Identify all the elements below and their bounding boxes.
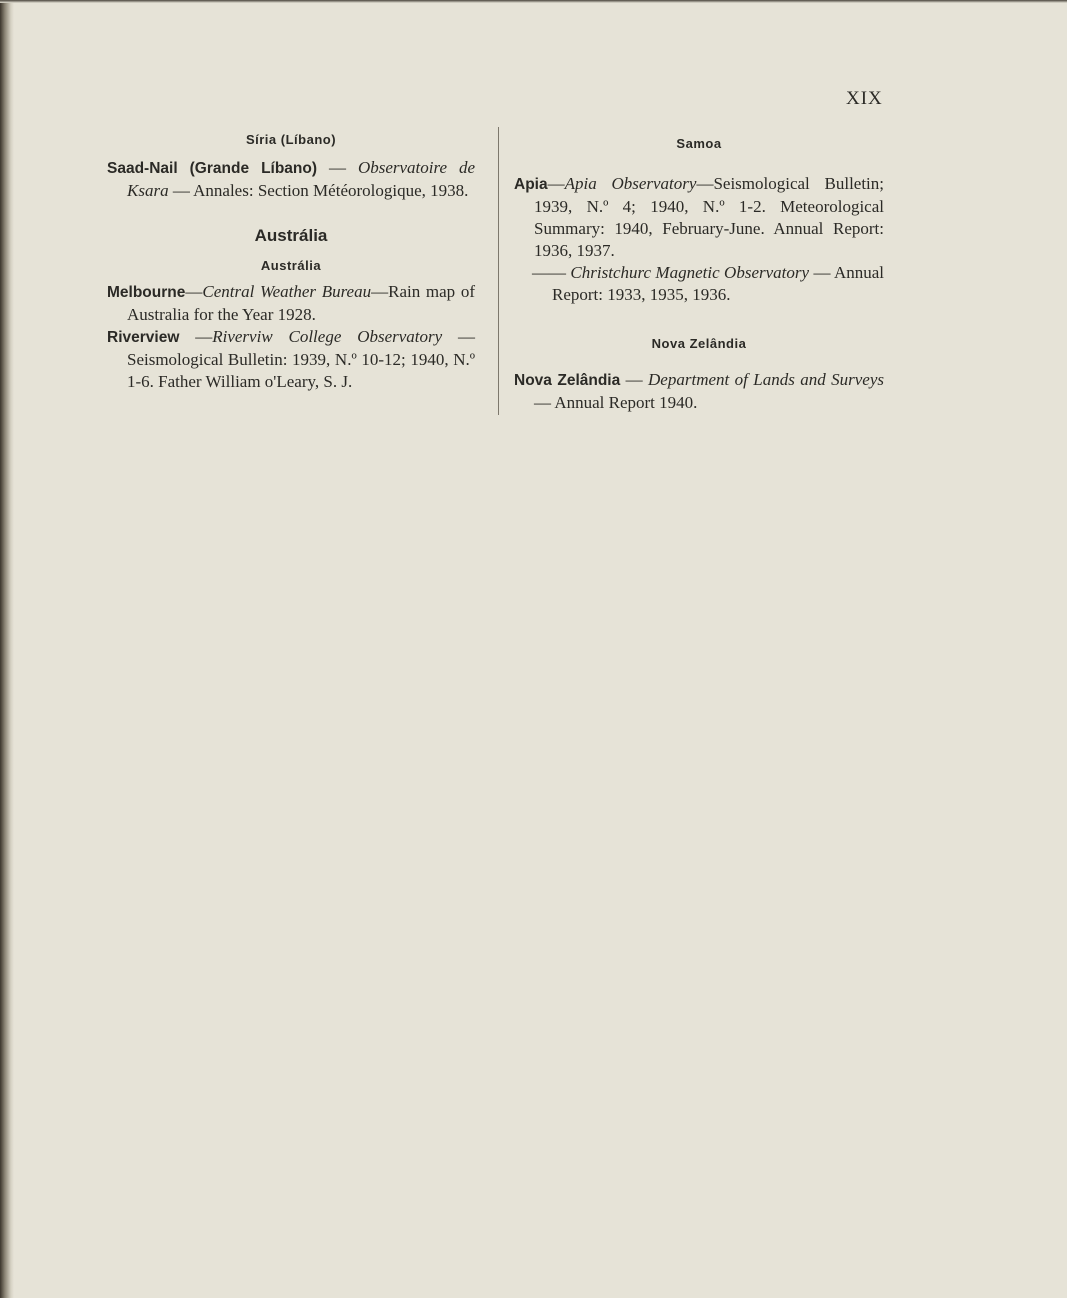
entry-dash: ——: [532, 263, 571, 282]
entry-separator: —: [317, 158, 358, 177]
entry-separator: —: [442, 327, 476, 346]
entry-nova-zelandia: [514, 369, 884, 414]
entry-institution: Christchurc Magnetic Observatory: [570, 263, 810, 282]
entry-text: Seismological Bulletin; 1939, N.º 4; 1940, N.º 1-2. Meteorological Summary: 1940, February-June. Annual Report: 1936, 1937.: [534, 174, 885, 260]
entry-separator: —: [696, 174, 714, 193]
page-top-edge: [0, 0, 1067, 3]
entry-institution: Department of Lands and Surveys: [648, 370, 884, 389]
subsection-heading-australia: Austrália: [260, 258, 322, 273]
entry-text: Annual Report 1940.: [554, 393, 698, 412]
page-binding-shadow: [0, 0, 14, 1298]
column-divider: [498, 127, 499, 415]
entry-riverview: [107, 326, 475, 393]
entry-separator: —: [168, 181, 194, 200]
entry-separator: —: [534, 393, 555, 412]
entry-institution: Observatoire de Ksara: [127, 158, 476, 200]
entry-place: Nova Zelândia: [514, 372, 621, 389]
entry-place: Riverview: [107, 329, 180, 346]
entry-institution: Central Weather Bureau: [202, 282, 372, 301]
left-column: [107, 128, 475, 393]
entry-christchurch: [514, 262, 884, 306]
entry-melbourne: [107, 281, 475, 326]
entry-separator: —: [371, 282, 389, 301]
entry-saad-nail: [107, 157, 475, 202]
entry-place: Apia: [514, 176, 548, 193]
section-heading-samoa: Samoa: [676, 136, 722, 151]
page-number: XIX: [846, 88, 883, 109]
section-heading-siria: Síria (Líbano): [245, 132, 337, 147]
entry-text: Annual Report: 1933, 1935, 1936.: [552, 263, 884, 304]
entry-place: Melbourne: [107, 284, 186, 301]
entry-institution: Riverviw College Observatory: [212, 327, 443, 346]
entry-separator: —: [620, 370, 649, 389]
entry-text: Annales: Section Météorologique, 1938.: [193, 181, 469, 200]
entry-separator: —: [547, 174, 565, 193]
section-heading-nova-zelandia: Nova Zelândia: [651, 336, 747, 351]
entry-text: Seismological Bulletin: 1939, N.º 10-12; 1940, N.º 1-6. Father William o'Leary, S. J.: [127, 350, 475, 391]
entry-place: Saad-Nail (Grande Líbano): [107, 160, 318, 177]
entry-text: Rain map of Australia for the Year 1928.: [127, 282, 475, 324]
entry-institution: Apia Observatory: [564, 174, 697, 193]
section-heading-australia: Austrália: [254, 226, 328, 245]
entry-separator: —: [185, 282, 203, 301]
entry-separator: —: [179, 327, 213, 346]
right-column: [514, 128, 884, 414]
entry-apia: [514, 173, 884, 262]
entry-separator: —: [809, 263, 834, 282]
